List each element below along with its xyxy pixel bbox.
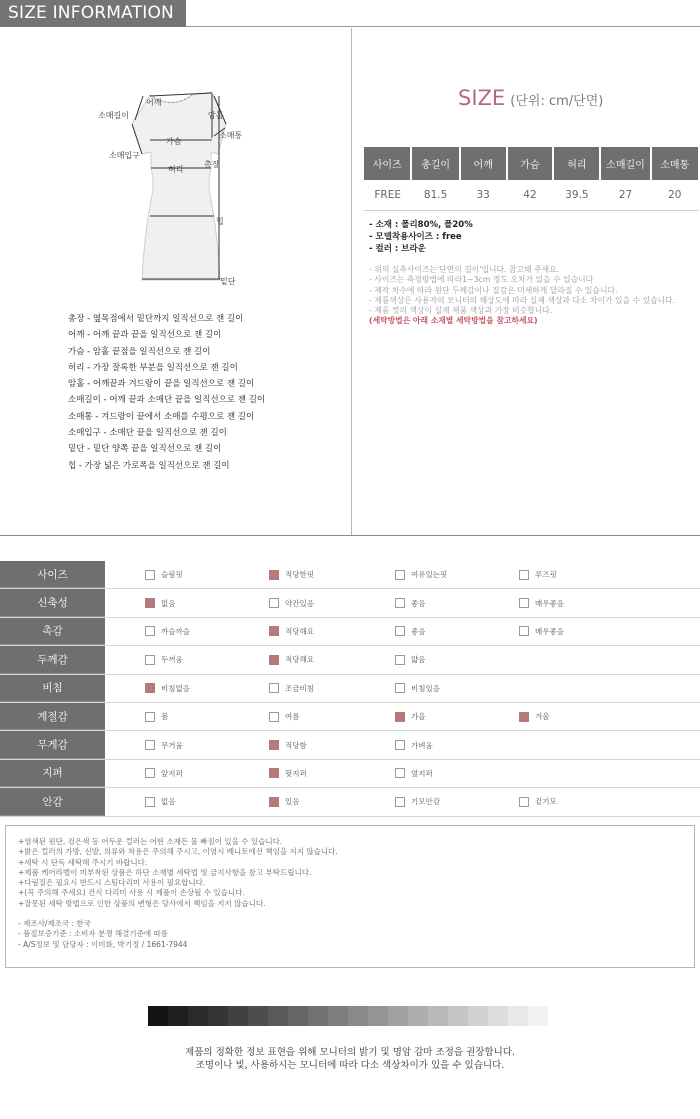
definition-line: 힙 - 가장 넓은 가로폭을 일직선으로 잰 길이 (68, 460, 230, 471)
attribute-row (0, 788, 700, 816)
attribute-row (0, 589, 700, 617)
grayscale-swatch (308, 1006, 328, 1026)
empty-box-icon (395, 655, 405, 665)
label-hip: 힙 (216, 217, 224, 226)
empty-box-icon (145, 626, 155, 636)
checked-box-icon (269, 655, 279, 665)
attribute-option (269, 788, 300, 815)
grayscale-swatch (148, 1006, 168, 1026)
size-col-header: 사이즈 (364, 147, 411, 180)
attribute-option-label: 가을 (411, 712, 426, 722)
attribute-option-label: 있음 (285, 797, 300, 807)
attribute-option (269, 561, 314, 588)
attribute-option-label: 여유있는핏 (411, 570, 448, 580)
attribute-label: 무게감 (0, 731, 105, 758)
attribute-option (145, 675, 190, 702)
label-sleeve-opening: 소매입구 (109, 151, 140, 160)
attribute-row (0, 646, 700, 674)
care-line: +세탁 시 단독 세탁해 주시기 바랍니다. (18, 857, 148, 867)
size-col-header: 어깨 (460, 147, 507, 180)
label-total-length: 총장 (204, 160, 220, 169)
attribute-option (395, 561, 447, 588)
attribute-label: 촉감 (0, 618, 105, 645)
empty-box-icon (395, 683, 405, 693)
size-col-header: 가슴 (507, 147, 554, 180)
grayscale-swatch (448, 1006, 468, 1026)
note-line: - 사이즈는 측정방법에 따라1~3cm 정도 오차가 있을 수 있습니다 (369, 275, 594, 285)
empty-box-icon (145, 712, 155, 722)
size-heading-title: SIZE (458, 86, 506, 110)
grayscale-swatch (388, 1006, 408, 1026)
attribute-row (0, 675, 700, 703)
info-line: - 품질보증기준 : 소비자 분쟁 해결기준에 따름 (18, 929, 168, 939)
size-heading-unit: (단위: cm/단면) (510, 94, 604, 109)
empty-box-icon (395, 598, 405, 608)
attribute-option-label: 적당해요 (285, 626, 314, 636)
empty-box-icon (519, 797, 529, 807)
attribute-option (145, 703, 168, 730)
attribute-option-label: 적당한핏 (285, 570, 314, 580)
fact-color: - 컬러 : 브라운 (369, 244, 426, 254)
definition-line: 소매길이 - 어깨 끝과 소매단 끝을 일직선으로 잰 길이 (68, 395, 266, 406)
attribute-option (395, 675, 440, 702)
definition-line: 가슴 - 암홀 끝점을 일직선으로 잰 길이 (68, 346, 211, 357)
attribute-option-label: 루즈핏 (535, 570, 557, 580)
care-line: +염색된 원단, 검은색 등 어두운 컬러는 어떤 소재든 물 빠짐이 있을 수 있습니다. (18, 837, 283, 846)
attribute-label: 계절감 (0, 703, 105, 730)
attribute-option (395, 760, 433, 787)
grayscale-swatch (288, 1006, 308, 1026)
size-cell: 81.5 (411, 180, 459, 211)
grayscale-swatch (228, 1006, 248, 1026)
attribute-row (0, 703, 700, 731)
attribute-option-label: 여름 (285, 712, 300, 722)
attribute-option (395, 703, 426, 730)
measurement-definitions (68, 311, 265, 474)
empty-box-icon (395, 740, 405, 750)
attribute-option (395, 618, 426, 645)
label-armhole: 암홀 (208, 111, 224, 120)
attribute-option-label: 앞지퍼 (161, 768, 183, 778)
checked-box-icon (395, 712, 405, 722)
empty-box-icon (519, 626, 529, 636)
grayscale-swatch (328, 1006, 348, 1026)
attribute-option-label: 없음 (161, 797, 176, 807)
note-line: - 제품 컷의 색상이 실제 제품 색상과 가장 비슷합니다. (369, 306, 553, 316)
label-chest: 가슴 (166, 137, 182, 146)
grayscale-swatch (408, 1006, 428, 1026)
care-line: +밝은 컬러의 가방, 신발, 의류와 착용은 주의해 주시고, 이염시 베니토에선 책임을 지지 않습니다. (18, 847, 338, 857)
attribute-option-label: 조금비침 (285, 683, 314, 693)
info-line: - 제조사/제조국 : 한국 (18, 919, 91, 929)
size-notes (369, 265, 694, 327)
definition-line: 암홀 - 어깨끝과 겨드랑이 끝을 일직선으로 잰 길이 (68, 379, 255, 390)
size-cell: FREE (364, 180, 411, 211)
empty-box-icon (269, 598, 279, 608)
attribute-option-label: 슬림핏 (161, 570, 183, 580)
grayscale-swatch (248, 1006, 268, 1026)
attribute-option (145, 561, 183, 588)
label-shoulder: 어깨 (146, 98, 162, 107)
grayscale-swatch (508, 1006, 528, 1026)
attribute-label: 지퍼 (0, 760, 105, 787)
attribute-option-label: 무거움 (161, 740, 183, 750)
size-col-header: 소매길이 (600, 147, 650, 180)
attribute-row (0, 731, 700, 759)
definition-line: 허리 - 가장 잘록한 부분을 일직선으로 잰 길이 (68, 362, 238, 373)
empty-box-icon (145, 768, 155, 778)
empty-box-icon (145, 655, 155, 665)
note-line: - 위의 실측사이즈는'단면의 길이'입니다. 참고해 주세요. (369, 265, 560, 274)
grayscale-swatch (188, 1006, 208, 1026)
title-underline (186, 26, 700, 27)
definition-line: 소매입구 - 소매단 끝을 일직선으로 잰 길이 (68, 428, 227, 439)
grayscale-swatch (428, 1006, 448, 1026)
care-line: +잘못된 세탁 방법으로 인한 상품의 변형은 당사에서 책임을 지지 않습니다. (18, 898, 266, 908)
attribute-option-label: 두꺼움 (161, 655, 183, 665)
vertical-divider (351, 28, 352, 535)
empty-box-icon (269, 683, 279, 693)
size-cell: 39.5 (553, 180, 600, 211)
attribute-option (269, 618, 314, 645)
horizontal-divider (0, 535, 700, 536)
empty-box-icon (395, 797, 405, 807)
size-cell: 27 (600, 180, 650, 211)
checked-box-icon (145, 683, 155, 693)
empty-box-icon (519, 598, 529, 608)
grayscale-swatch (368, 1006, 388, 1026)
attribute-option (395, 731, 433, 758)
checked-box-icon (519, 712, 529, 722)
attribute-option-label: 옆지퍼 (411, 768, 433, 778)
attribute-option (269, 760, 307, 787)
attribute-row (0, 618, 700, 646)
size-cell: 33 (460, 180, 507, 211)
fact-material: - 소재 : 폴리80%, 폴20% (369, 220, 473, 230)
attribute-option-label: 비침없음 (161, 683, 190, 693)
attribute-option (145, 618, 190, 645)
attribute-option (145, 731, 183, 758)
empty-box-icon (395, 570, 405, 580)
grayscale-strip (148, 1006, 548, 1026)
care-line: +다림질은 필요시 반드시 스팀다리미 사용이 필요합니다. (18, 878, 206, 888)
attribute-option-label: 비침있음 (411, 683, 440, 693)
attribute-option (519, 703, 550, 730)
attribute-option (269, 703, 300, 730)
checked-box-icon (269, 740, 279, 750)
empty-box-icon (519, 570, 529, 580)
size-col-header: 소매통 (651, 147, 699, 180)
note-line: - 제작 차수에 따라 원단 두께감이나 질감은 미세하게 달라질 수 있습니다. (369, 285, 618, 295)
empty-box-icon (145, 570, 155, 580)
size-col-header: 총길이 (411, 147, 459, 180)
attribute-option-label: 없음 (161, 598, 176, 608)
attribute-option-label: 겨울 (535, 712, 550, 722)
grayscale-swatch (348, 1006, 368, 1026)
product-facts (369, 219, 473, 255)
checked-box-icon (269, 626, 279, 636)
attribute-option-label: 뒷지퍼 (285, 768, 307, 778)
section-title: SIZE INFORMATION (0, 0, 186, 27)
attribute-option (395, 646, 426, 673)
size-table (364, 147, 700, 211)
attribute-option-label: 적당해요 (285, 655, 314, 665)
attribute-option-label: 얇음 (411, 655, 426, 665)
attribute-option-label: 적당함 (285, 740, 307, 750)
attribute-option (269, 675, 314, 702)
definition-line: 어깨 - 어깨 끝과 끝을 일직선으로 잰 길이 (68, 330, 222, 341)
size-table-header (364, 147, 699, 180)
grayscale-swatch (268, 1006, 288, 1026)
size-cell: 20 (651, 180, 699, 211)
attribute-option-label: 약간있음 (285, 598, 314, 608)
grayscale-swatch (168, 1006, 188, 1026)
attribute-option-label: 좋음 (411, 598, 426, 608)
table-row (364, 180, 699, 211)
attribute-option (145, 589, 176, 616)
attribute-option (519, 788, 557, 815)
attribute-label: 비침 (0, 675, 105, 702)
grayscale-swatch (488, 1006, 508, 1026)
empty-box-icon (269, 712, 279, 722)
attribute-option (395, 788, 440, 815)
attribute-option-label: 기모안감 (411, 797, 440, 807)
wash-note: (세탁방법은 아래 소재별 세탁방법을 참고하세요) (369, 316, 538, 326)
empty-box-icon (395, 768, 405, 778)
attribute-option (145, 788, 176, 815)
attribute-option (519, 618, 564, 645)
attribute-option-label: 봄 (161, 712, 169, 722)
attribute-label: 신축성 (0, 589, 105, 616)
care-line: +제품 케어라벨이 미부착된 상품은 하단 소재별 세탁법 및 금지사항을 참고 부탁드립니다. (18, 867, 312, 877)
monitor-disclaimer (0, 1046, 700, 1072)
note-line: - 제품색상은 사용자의 모니터의 해상도에 따라 실제 색상과 다소 차이가 있을 수 있습니다. (369, 295, 676, 305)
attribute-option (145, 646, 183, 673)
grayscale-swatch (528, 1006, 548, 1026)
label-sleeve-width: 소매통 (219, 131, 243, 140)
label-waist: 허리 (168, 165, 184, 174)
attribute-option (519, 561, 557, 588)
disclaimer-line: 제품의 정확한 정보 표현을 위해 모니터의 밝기 및 명암 감마 조정을 권장합니다. (185, 1047, 515, 1058)
attribute-option (269, 731, 307, 758)
care-notes-box (5, 825, 695, 968)
attribute-label: 안감 (0, 788, 105, 815)
fact-model-size: - 모델착용사이즈 : free (369, 232, 462, 242)
care-line: +(꼭 주의해 주세요) 건식 다리미 사용 시 제품이 손상될 수 있습니다. (18, 888, 245, 898)
checked-box-icon (269, 570, 279, 580)
attribute-table (0, 561, 700, 817)
dress-diagram (80, 80, 290, 290)
empty-box-icon (395, 626, 405, 636)
attribute-row (0, 561, 700, 589)
grayscale-swatch (468, 1006, 488, 1026)
attribute-option-label: 좋음 (411, 626, 426, 636)
attribute-option (519, 589, 564, 616)
label-hem: 밑단 (220, 277, 236, 286)
attribute-label: 두께감 (0, 646, 105, 673)
definition-line: 소매통 - 겨드랑이 끝에서 소매를 수평으로 잰 길이 (68, 411, 255, 422)
attribute-option-label: 가벼움 (411, 740, 433, 750)
attribute-option-label: 까슬까슬 (161, 626, 190, 636)
attribute-option (269, 589, 314, 616)
empty-box-icon (145, 740, 155, 750)
attribute-option-label: 매우좋음 (535, 626, 564, 636)
definition-line: 총장 - 옆목점에서 밑단까지 일직선으로 잰 길이 (68, 314, 244, 324)
info-line: - A/S정보 및 담당자 : 이미화, 박기정 / 1661-7944 (18, 939, 188, 949)
attribute-option-label: 겉기모 (535, 797, 557, 807)
definition-line: 밑단 - 밑단 양쪽 끝을 일직선으로 잰 길이 (68, 444, 222, 455)
attribute-option (395, 589, 426, 616)
size-heading (458, 86, 603, 110)
attribute-label: 사이즈 (0, 561, 105, 588)
attribute-option (269, 646, 314, 673)
checked-box-icon (145, 598, 155, 608)
disclaimer-line: 조명이나 빛, 사용하시는 모니터에 따라 다소 색상차이가 있을 수 있습니다. (195, 1060, 505, 1071)
size-cell: 42 (507, 180, 554, 211)
checked-box-icon (269, 797, 279, 807)
empty-box-icon (145, 797, 155, 807)
size-col-header: 허리 (553, 147, 600, 180)
checked-box-icon (269, 768, 279, 778)
attribute-option-label: 매우좋음 (535, 598, 564, 608)
attribute-option (145, 760, 183, 787)
grayscale-swatch (208, 1006, 228, 1026)
label-sleeve-length: 소매길이 (98, 111, 129, 120)
attribute-row (0, 760, 700, 788)
